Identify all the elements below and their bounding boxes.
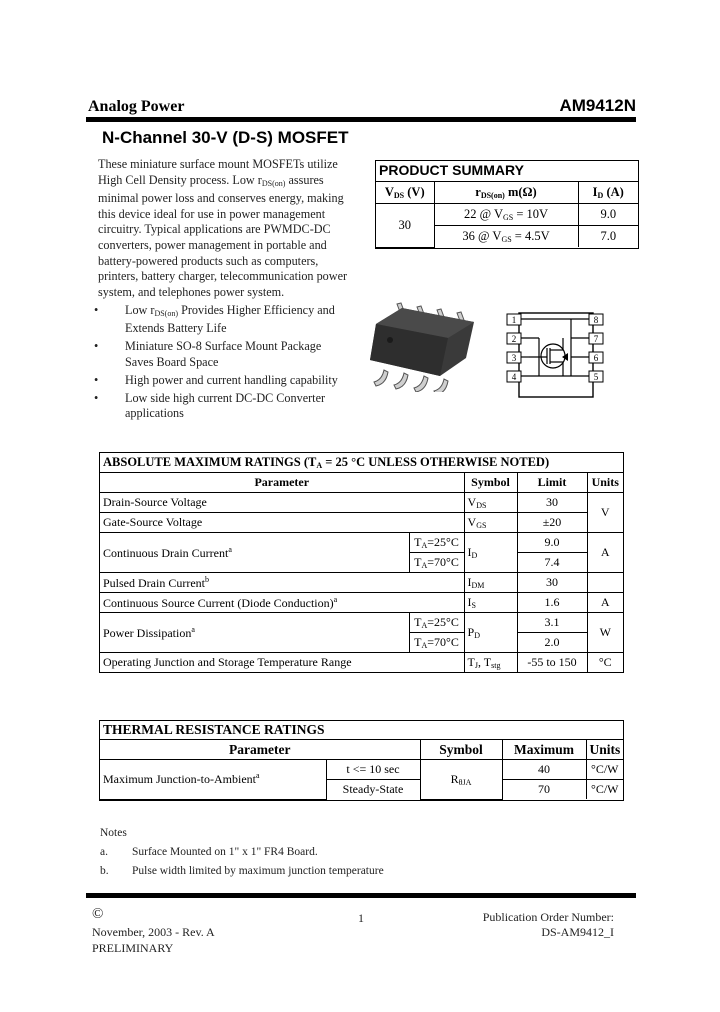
footer-rule: [86, 893, 636, 898]
ps-id-value: 7.0: [578, 226, 638, 248]
cond-ta25: $T_A=25^\circ C$: [409, 613, 464, 633]
col-symbol: Symbol: [420, 740, 502, 760]
so8-package-image: [362, 300, 482, 392]
unit-temp: °C: [587, 653, 623, 673]
max-10sec: 40: [502, 760, 586, 780]
param-cont-drain: Continuous Drain Current$^a$: [100, 533, 409, 573]
header-rule: [86, 117, 636, 122]
notes: [100, 824, 384, 881]
col-units: Units: [587, 473, 623, 493]
intro-text-2: assures minimal power loss and conserves energy, making this device ideal for use in power management circuitry. Typical applications are PWMDC-DC converters, power management in portable and battery-powered products such as computers, printers, battery charger, telecommunication power system, and telephones power system.: [98, 172, 348, 299]
limit-is: 1.6: [517, 593, 587, 613]
limit-pd-70: 2.0: [517, 633, 587, 653]
param-cont-source: Continuous Source Current (Diode Conduction)$^a$: [100, 593, 464, 613]
ps-rds-value: 22 @ $V_{GS} = 10V$: [434, 204, 578, 226]
symbol-id: $I_D$: [464, 533, 517, 573]
limit-idm: 30: [517, 573, 587, 593]
thermal-title: THERMAL RESISTANCE RATINGS: [100, 721, 623, 740]
cond-ta70: $T_A=70^\circ C$: [409, 633, 464, 653]
ps-header-id: $I_D$ (A): [578, 182, 638, 204]
notes-label: Notes: [100, 827, 127, 839]
col-parameter: Parameter: [100, 740, 420, 760]
symbol-vgs: $V_{GS}$: [464, 513, 517, 533]
col-parameter: Parameter: [100, 473, 464, 493]
pin-label: 2: [511, 334, 517, 344]
pin-label: 6: [593, 353, 599, 363]
pin-label: 1: [511, 315, 517, 325]
part-number: AM9412N: [559, 96, 636, 115]
copyright-icon: ©: [92, 906, 104, 922]
ps-rds-value: 36 @ $V_{GS} = 4.5V$: [434, 226, 578, 248]
feature-item: • Low $r_{DS(on)}$ Provides Higher Efficiency and Extends Battery Life: [92, 303, 352, 336]
cond-ta25: $T_A=25^\circ C$: [409, 533, 464, 553]
pinout-diagram: [505, 310, 605, 400]
unit-empty: [587, 573, 623, 593]
ps-id-value: 9.0: [578, 204, 638, 226]
publication-label: Publication Order Number:: [482, 910, 614, 924]
col-symbol: Symbol: [464, 473, 517, 493]
page-number: 1: [358, 911, 364, 925]
col-maximum: Maximum: [502, 740, 586, 760]
col-units: Units: [586, 740, 623, 760]
limit-id-70: 7.4: [517, 553, 587, 573]
pin-label: 8: [593, 315, 599, 325]
note-item: b. Pulse width limited by maximum junction temperature: [100, 865, 384, 877]
pin-label: 7: [593, 334, 599, 344]
col-limit: Limit: [517, 473, 587, 493]
symbol-idm: $I_{DM}$: [464, 573, 517, 593]
ps-vds-value: 30: [376, 204, 434, 248]
pin-label: 4: [511, 372, 517, 382]
unit-watt: W: [587, 613, 623, 653]
symbol-vds: $V_{DS}$: [464, 493, 517, 513]
unit-amp: A: [587, 593, 623, 613]
ps-header-rds: $r_{DS(on)}$ m(Ω): [434, 182, 578, 204]
pin-label: 5: [593, 372, 599, 382]
abs-max-title: ABSOLUTE MAXIMUM RATINGS ($T_A = 25$ °C UNLESS OTHERWISE NOTED): [100, 453, 623, 473]
feature-item: • High power and current handling capability: [92, 373, 352, 388]
footer-preliminary: PRELIMINARY: [92, 941, 174, 955]
intro-sub: DS(on): [261, 178, 286, 188]
param-gate-source: Gate-Source Voltage: [100, 513, 464, 533]
unit-amp: A: [587, 533, 623, 573]
param-power: Power Dissipation$^a$: [100, 613, 409, 653]
publication-number: DS-AM9412_I: [541, 925, 614, 939]
product-summary-table: [375, 160, 639, 249]
feature-item: • Miniature SO-8 Surface Mount Package Saves Board Space: [92, 339, 352, 369]
pin-label: 3: [511, 353, 517, 363]
intro-text-1: These miniature surface mount MOSFETs utilize High Cell Density process. Low r: [98, 157, 338, 187]
page-title: N-Channel 30-V (D-S) MOSFET: [102, 128, 349, 147]
footer-date: November, 2003 - Rev. A: [92, 925, 215, 939]
symbol-pd: $P_D$: [464, 613, 517, 653]
limit-temp: -55 to 150: [517, 653, 587, 673]
product-summary-title: PRODUCT SUMMARY: [376, 161, 638, 182]
ps-header-vds: $V_{DS}$ (V): [376, 182, 434, 204]
intro-paragraph: [98, 157, 348, 300]
limit-vgs: ±20: [517, 513, 587, 533]
symbol-tj: $T_J$, $T_{stg}$: [464, 653, 517, 673]
cond-10sec: t <= 10 sec: [326, 760, 420, 780]
symbol-rthja: $R_{\theta JA}$: [420, 760, 502, 800]
param-junction-ambient: Maximum Junction-to-Ambient$^a$: [100, 760, 326, 800]
param-pulsed-drain: Pulsed Drain Current$^b$: [100, 573, 464, 593]
unit-cw: °C/W: [586, 760, 623, 780]
limit-pd-25: 3.1: [517, 613, 587, 633]
param-drain-source: Drain-Source Voltage: [100, 493, 464, 513]
symbol-is: $I_S$: [464, 593, 517, 613]
feature-list: [92, 303, 352, 424]
feature-item: • Low side high current DC-DC Converter applications: [92, 391, 352, 421]
param-op-temp: Operating Junction and Storage Temperature Range: [100, 653, 464, 673]
thermal-resistance-table: [99, 720, 624, 801]
absolute-max-ratings-table: [99, 452, 624, 673]
max-steady: 70: [502, 780, 586, 800]
limit-id-25: 9.0: [517, 533, 587, 553]
unit-volt: V: [587, 493, 623, 533]
cond-ta70: $T_A=70^\circ C$: [409, 553, 464, 573]
unit-cw: °C/W: [586, 780, 623, 800]
company-name: Analog Power: [88, 98, 185, 115]
cond-steady: Steady-State: [326, 780, 420, 800]
limit-vds: 30: [517, 493, 587, 513]
note-item: a. Surface Mounted on 1" x 1" FR4 Board.: [100, 846, 318, 858]
